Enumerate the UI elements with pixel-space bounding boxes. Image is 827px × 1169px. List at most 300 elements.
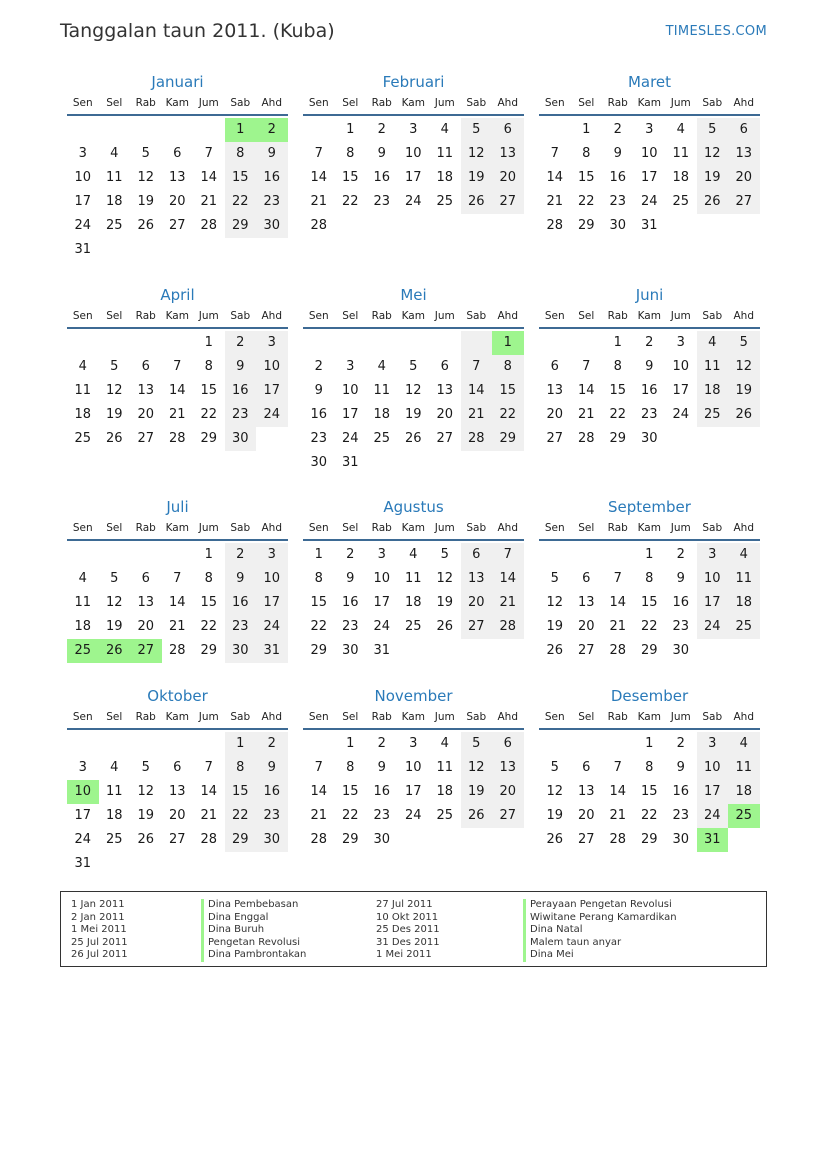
weekday-label: Jum xyxy=(670,97,691,109)
day-cell: 12 xyxy=(105,595,123,610)
weekday-label: Ahd xyxy=(261,310,282,322)
day-grid xyxy=(67,730,288,876)
day-grid xyxy=(539,730,760,852)
weekend-day-cell: 10 xyxy=(256,355,288,379)
weekend-day-cell: 6 xyxy=(492,732,524,756)
month-februari xyxy=(303,72,524,238)
day-cell: 27 xyxy=(577,832,595,847)
day-cell: 6 xyxy=(550,359,559,374)
day-cell: 31 xyxy=(74,856,92,871)
month-name: Mei xyxy=(400,286,427,304)
day-cell: 5 xyxy=(141,146,150,161)
legend-holiday-name: Perayaan Pengetan Revolusi xyxy=(523,899,677,912)
day-cell: 6 xyxy=(141,359,150,374)
weekend-day-cell: 30 xyxy=(225,427,257,451)
weekday-label: Rab xyxy=(135,522,156,534)
day-cell: 10 xyxy=(341,383,359,398)
weekend-day-cell: 26 xyxy=(728,403,760,427)
day-cell: 29 xyxy=(310,643,328,658)
empty-day-cell xyxy=(99,543,131,567)
weekend-day-cell: 15 xyxy=(492,379,524,403)
day-grid xyxy=(539,541,760,663)
day-cell: 6 xyxy=(173,146,182,161)
empty-day-cell xyxy=(539,331,571,355)
day-cell: 19 xyxy=(546,808,564,823)
day-grid xyxy=(303,116,524,238)
legend-dates-col-2 xyxy=(376,899,440,962)
day-cell: 29 xyxy=(577,218,595,233)
day-cell: 3 xyxy=(409,736,418,751)
weekday-header xyxy=(303,92,524,116)
day-cell: 10 xyxy=(672,359,690,374)
legend-holiday-name: Malem taun anyar xyxy=(523,937,677,950)
day-cell: 26 xyxy=(546,643,564,658)
day-cell: 17 xyxy=(672,383,690,398)
weekend-day-cell: 4 xyxy=(697,331,729,355)
weekend-day-cell: 12 xyxy=(728,355,760,379)
day-cell: 3 xyxy=(78,760,87,775)
day-cell: 28 xyxy=(310,218,328,233)
weekend-day-cell: 30 xyxy=(256,214,288,238)
month-name: Januari xyxy=(151,73,204,91)
day-cell: 2 xyxy=(676,547,685,562)
day-cell: 22 xyxy=(341,808,359,823)
day-cell: 22 xyxy=(200,407,218,422)
day-cell: 9 xyxy=(645,359,654,374)
day-cell: 5 xyxy=(141,760,150,775)
day-cell: 30 xyxy=(341,643,359,658)
legend-holiday-name: Dina Natal xyxy=(523,924,677,937)
weekday-label: Sel xyxy=(106,522,123,534)
day-cell: 21 xyxy=(200,808,218,823)
weekend-day-cell: 26 xyxy=(461,804,493,828)
day-cell: 13 xyxy=(546,383,564,398)
empty-day-cell xyxy=(67,331,99,355)
day-cell: 15 xyxy=(640,784,658,799)
day-cell: 14 xyxy=(168,595,186,610)
weekend-day-cell: 13 xyxy=(492,756,524,780)
day-cell: 17 xyxy=(640,170,658,185)
day-cell: 26 xyxy=(137,218,155,233)
day-cell: 1 xyxy=(204,335,213,350)
legend-dates-col-1 xyxy=(71,899,128,962)
day-cell: 12 xyxy=(137,784,155,799)
day-cell: 11 xyxy=(105,170,123,185)
weekend-day-cell: 13 xyxy=(461,567,493,591)
month-juni xyxy=(539,285,760,451)
weekday-label: Kam xyxy=(165,522,189,534)
weekday-label: Sab xyxy=(466,97,487,109)
day-cell: 24 xyxy=(341,431,359,446)
day-cell: 13 xyxy=(168,784,186,799)
day-cell: 4 xyxy=(440,736,449,751)
month-name: November xyxy=(374,687,453,705)
legend-names-col-2 xyxy=(523,899,677,962)
weekend-day-cell: 20 xyxy=(728,166,760,190)
weekend-day-cell: 24 xyxy=(697,804,729,828)
legend-date: 10 Okt 2011 xyxy=(376,911,439,923)
weekend-day-cell: 5 xyxy=(461,118,493,142)
month-name: September xyxy=(608,498,691,516)
weekday-label: Ahd xyxy=(497,711,518,723)
weekend-day-cell: 24 xyxy=(256,615,288,639)
day-cell: 7 xyxy=(582,359,591,374)
day-cell: 9 xyxy=(676,760,685,775)
weekend-day-cell: 10 xyxy=(697,567,729,591)
day-cell: 1 xyxy=(346,736,355,751)
weekend-day-cell: 4 xyxy=(728,732,760,756)
weekday-label: Rab xyxy=(135,310,156,322)
weekend-day-cell: 25 xyxy=(728,615,760,639)
weekend-day-cell: 18 xyxy=(728,780,760,804)
day-cell: 4 xyxy=(110,146,119,161)
weekend-day-cell: 27 xyxy=(728,190,760,214)
day-cell: 10 xyxy=(640,146,658,161)
weekend-day-cell: 16 xyxy=(225,379,257,403)
day-cell: 11 xyxy=(436,760,454,775)
weekend-day-cell: 22 xyxy=(225,190,257,214)
day-cell: 15 xyxy=(341,170,359,185)
day-cell: 1 xyxy=(645,547,654,562)
day-cell: 27 xyxy=(168,218,186,233)
day-cell: 11 xyxy=(672,146,690,161)
day-cell: 8 xyxy=(582,146,591,161)
day-cell: 12 xyxy=(404,383,422,398)
day-cell: 18 xyxy=(74,619,92,634)
weekday-label: Sen xyxy=(308,711,329,723)
empty-day-cell xyxy=(162,732,194,756)
day-cell: 3 xyxy=(78,146,87,161)
day-cell: 12 xyxy=(436,571,454,586)
day-cell: 1 xyxy=(346,122,355,137)
day-cell: 8 xyxy=(613,359,622,374)
empty-day-cell xyxy=(602,732,634,756)
weekday-label: Rab xyxy=(371,310,392,322)
day-cell: 21 xyxy=(546,194,564,209)
weekend-day-cell: 11 xyxy=(728,567,760,591)
day-cell: 17 xyxy=(74,194,92,209)
weekend-day-cell: 10 xyxy=(697,756,729,780)
holiday-day-cell: 2 xyxy=(256,118,288,142)
day-cell: 14 xyxy=(168,383,186,398)
legend-date: 2 Jan 2011 xyxy=(71,911,125,923)
day-cell: 28 xyxy=(200,218,218,233)
day-cell: 17 xyxy=(404,784,422,799)
day-cell: 4 xyxy=(440,122,449,137)
weekday-label: Rab xyxy=(371,711,392,723)
day-cell: 14 xyxy=(310,784,328,799)
day-cell: 12 xyxy=(546,595,564,610)
month-name: April xyxy=(160,286,195,304)
weekday-label: Jum xyxy=(434,310,455,322)
day-cell: 11 xyxy=(105,784,123,799)
day-cell: 25 xyxy=(373,431,391,446)
day-cell: 5 xyxy=(440,547,449,562)
day-cell: 16 xyxy=(341,595,359,610)
day-cell: 26 xyxy=(436,619,454,634)
weekend-day-cell: 8 xyxy=(225,756,257,780)
day-cell: 2 xyxy=(613,122,622,137)
day-cell: 4 xyxy=(409,547,418,562)
weekday-label: Jum xyxy=(670,310,691,322)
empty-day-cell xyxy=(571,732,603,756)
day-cell: 23 xyxy=(341,619,359,634)
holiday-day-cell: 25 xyxy=(67,639,99,663)
day-cell: 2 xyxy=(645,335,654,350)
weekend-day-cell: 9 xyxy=(256,756,288,780)
day-cell: 6 xyxy=(141,571,150,586)
day-grid xyxy=(67,541,288,663)
empty-day-cell xyxy=(99,118,131,142)
weekday-label: Sel xyxy=(106,310,123,322)
day-cell: 7 xyxy=(613,571,622,586)
weekend-day-cell: 23 xyxy=(256,804,288,828)
day-cell: 3 xyxy=(409,122,418,137)
weekend-day-cell: 25 xyxy=(697,403,729,427)
day-cell: 26 xyxy=(105,431,123,446)
weekday-label: Sab xyxy=(230,711,251,723)
empty-day-cell xyxy=(67,732,99,756)
weekday-header xyxy=(67,706,288,730)
day-cell: 4 xyxy=(78,571,87,586)
weekday-label: Jum xyxy=(198,522,219,534)
weekend-day-cell: 6 xyxy=(461,543,493,567)
day-cell: 17 xyxy=(404,170,422,185)
day-cell: 21 xyxy=(310,194,328,209)
weekend-day-cell: 6 xyxy=(728,118,760,142)
legend-holiday-name: Wiwitane Perang Kamardikan xyxy=(523,912,677,925)
day-cell: 16 xyxy=(373,170,391,185)
day-cell: 30 xyxy=(640,431,658,446)
weekday-label: Sen xyxy=(72,97,93,109)
weekday-label: Sab xyxy=(702,97,723,109)
day-cell: 23 xyxy=(672,808,690,823)
weekday-label: Sen xyxy=(544,522,565,534)
weekend-day-cell: 23 xyxy=(256,190,288,214)
weekday-label: Rab xyxy=(607,522,628,534)
day-cell: 25 xyxy=(436,194,454,209)
weekday-label: Sab xyxy=(230,310,251,322)
weekend-day-cell: 23 xyxy=(225,403,257,427)
weekend-day-cell: 11 xyxy=(728,756,760,780)
holiday-day-cell: 25 xyxy=(728,804,760,828)
day-cell: 29 xyxy=(609,431,627,446)
weekday-label: Sel xyxy=(578,310,595,322)
weekday-label: Sen xyxy=(72,711,93,723)
day-cell: 23 xyxy=(640,407,658,422)
legend-holiday-name: Dina Pembebasan xyxy=(201,899,306,912)
day-cell: 1 xyxy=(204,547,213,562)
day-cell: 19 xyxy=(404,407,422,422)
weekday-label: Jum xyxy=(670,711,691,723)
weekend-day-cell: 23 xyxy=(225,615,257,639)
day-cell: 24 xyxy=(373,619,391,634)
day-cell: 9 xyxy=(377,760,386,775)
weekday-label: Jum xyxy=(670,522,691,534)
day-cell: 14 xyxy=(546,170,564,185)
day-cell: 30 xyxy=(609,218,627,233)
empty-day-cell xyxy=(130,543,162,567)
day-cell: 11 xyxy=(74,595,92,610)
holiday-day-cell: 1 xyxy=(492,331,524,355)
day-cell: 10 xyxy=(404,760,422,775)
empty-day-cell xyxy=(539,732,571,756)
weekend-day-cell: 3 xyxy=(697,732,729,756)
holiday-day-cell: 10 xyxy=(67,780,99,804)
day-cell: 24 xyxy=(404,194,422,209)
day-cell: 11 xyxy=(373,383,391,398)
day-cell: 21 xyxy=(577,407,595,422)
day-cell: 20 xyxy=(546,407,564,422)
day-cell: 13 xyxy=(577,784,595,799)
weekend-day-cell: 5 xyxy=(461,732,493,756)
day-cell: 23 xyxy=(373,194,391,209)
day-cell: 6 xyxy=(173,760,182,775)
weekend-day-cell: 3 xyxy=(256,543,288,567)
weekday-header xyxy=(67,305,288,329)
weekday-label: Sel xyxy=(342,97,359,109)
day-cell: 21 xyxy=(609,808,627,823)
weekday-label: Ahd xyxy=(497,97,518,109)
empty-day-cell xyxy=(99,331,131,355)
weekday-header xyxy=(303,706,524,730)
weekday-label: Sen xyxy=(544,97,565,109)
day-cell: 12 xyxy=(105,383,123,398)
month-november xyxy=(303,686,524,852)
weekday-label: Sen xyxy=(308,97,329,109)
holiday-legend xyxy=(60,891,767,967)
weekend-day-cell: 3 xyxy=(256,331,288,355)
page-title: Tanggalan taun 2011. (Kuba) xyxy=(60,20,335,42)
day-cell: 29 xyxy=(200,431,218,446)
holiday-day-cell: 26 xyxy=(99,639,131,663)
day-cell: 10 xyxy=(373,571,391,586)
day-cell: 13 xyxy=(137,383,155,398)
day-cell: 9 xyxy=(676,571,685,586)
day-cell: 14 xyxy=(609,595,627,610)
day-grid xyxy=(539,329,760,451)
day-cell: 7 xyxy=(173,359,182,374)
day-cell: 22 xyxy=(640,619,658,634)
day-cell: 7 xyxy=(173,571,182,586)
weekend-day-cell: 30 xyxy=(225,639,257,663)
empty-day-cell xyxy=(162,118,194,142)
weekend-day-cell: 14 xyxy=(461,379,493,403)
weekday-label: Sen xyxy=(308,310,329,322)
weekday-label: Sel xyxy=(342,310,359,322)
day-cell: 17 xyxy=(341,407,359,422)
weekday-header xyxy=(303,305,524,329)
brand-link[interactable]: TIMESLES.COM xyxy=(665,24,767,39)
weekday-label: Rab xyxy=(607,711,628,723)
month-name: Juni xyxy=(635,286,664,304)
day-cell: 4 xyxy=(676,122,685,137)
weekday-label: Ahd xyxy=(733,97,754,109)
holiday-day-cell: 31 xyxy=(697,828,729,852)
day-cell: 26 xyxy=(404,431,422,446)
weekend-day-cell: 13 xyxy=(492,142,524,166)
weekend-day-cell: 15 xyxy=(225,780,257,804)
weekend-day-cell: 26 xyxy=(461,190,493,214)
weekend-day-cell: 8 xyxy=(225,142,257,166)
day-cell: 18 xyxy=(105,194,123,209)
weekend-day-cell: 18 xyxy=(697,379,729,403)
weekday-label: Sel xyxy=(342,711,359,723)
day-cell: 22 xyxy=(310,619,328,634)
weekday-label: Kam xyxy=(401,310,425,322)
day-cell: 7 xyxy=(613,760,622,775)
empty-day-cell xyxy=(130,732,162,756)
month-name: Oktober xyxy=(147,687,208,705)
weekday-label: Kam xyxy=(401,711,425,723)
day-cell: 10 xyxy=(404,146,422,161)
day-cell: 18 xyxy=(672,170,690,185)
weekday-label: Sab xyxy=(702,522,723,534)
day-cell: 30 xyxy=(672,832,690,847)
weekend-day-cell: 27 xyxy=(492,804,524,828)
day-cell: 2 xyxy=(314,359,323,374)
month-name: Desember xyxy=(610,687,689,705)
weekend-day-cell: 19 xyxy=(728,379,760,403)
day-cell: 5 xyxy=(110,359,119,374)
weekday-header xyxy=(539,706,760,730)
legend-holiday-name: Pengetan Revolusi xyxy=(201,937,306,950)
day-cell: 31 xyxy=(341,455,359,470)
weekday-label: Jum xyxy=(198,97,219,109)
day-cell: 22 xyxy=(341,194,359,209)
day-cell: 15 xyxy=(200,595,218,610)
legend-names-col-1 xyxy=(201,899,306,962)
weekday-header xyxy=(67,517,288,541)
weekday-label: Ahd xyxy=(733,310,754,322)
day-cell: 16 xyxy=(310,407,328,422)
weekday-label: Rab xyxy=(607,97,628,109)
day-cell: 30 xyxy=(672,643,690,658)
weekday-label: Sab xyxy=(230,97,251,109)
day-cell: 24 xyxy=(672,407,690,422)
weekend-day-cell: 16 xyxy=(256,780,288,804)
empty-day-cell xyxy=(539,118,571,142)
empty-day-cell xyxy=(67,118,99,142)
weekend-day-cell: 19 xyxy=(461,780,493,804)
day-cell: 1 xyxy=(613,335,622,350)
day-cell: 7 xyxy=(204,146,213,161)
day-cell: 5 xyxy=(110,571,119,586)
day-cell: 16 xyxy=(672,595,690,610)
weekend-day-cell: 6 xyxy=(492,118,524,142)
weekend-day-cell: 16 xyxy=(225,591,257,615)
weekday-label: Kam xyxy=(165,310,189,322)
day-cell: 19 xyxy=(137,194,155,209)
day-cell: 16 xyxy=(672,784,690,799)
month-januari xyxy=(67,72,288,262)
weekend-day-cell: 5 xyxy=(697,118,729,142)
weekday-label: Kam xyxy=(637,522,661,534)
day-cell: 11 xyxy=(404,571,422,586)
day-cell: 6 xyxy=(582,571,591,586)
weekday-label: Sab xyxy=(230,522,251,534)
weekday-label: Jum xyxy=(198,711,219,723)
weekend-day-cell: 20 xyxy=(492,166,524,190)
weekend-day-cell: 14 xyxy=(492,567,524,591)
day-cell: 15 xyxy=(341,784,359,799)
day-cell: 14 xyxy=(310,170,328,185)
weekend-day-cell: 28 xyxy=(492,615,524,639)
weekend-day-cell: 21 xyxy=(461,403,493,427)
weekday-label: Jum xyxy=(198,310,219,322)
day-cell: 18 xyxy=(436,784,454,799)
day-cell: 14 xyxy=(200,784,218,799)
